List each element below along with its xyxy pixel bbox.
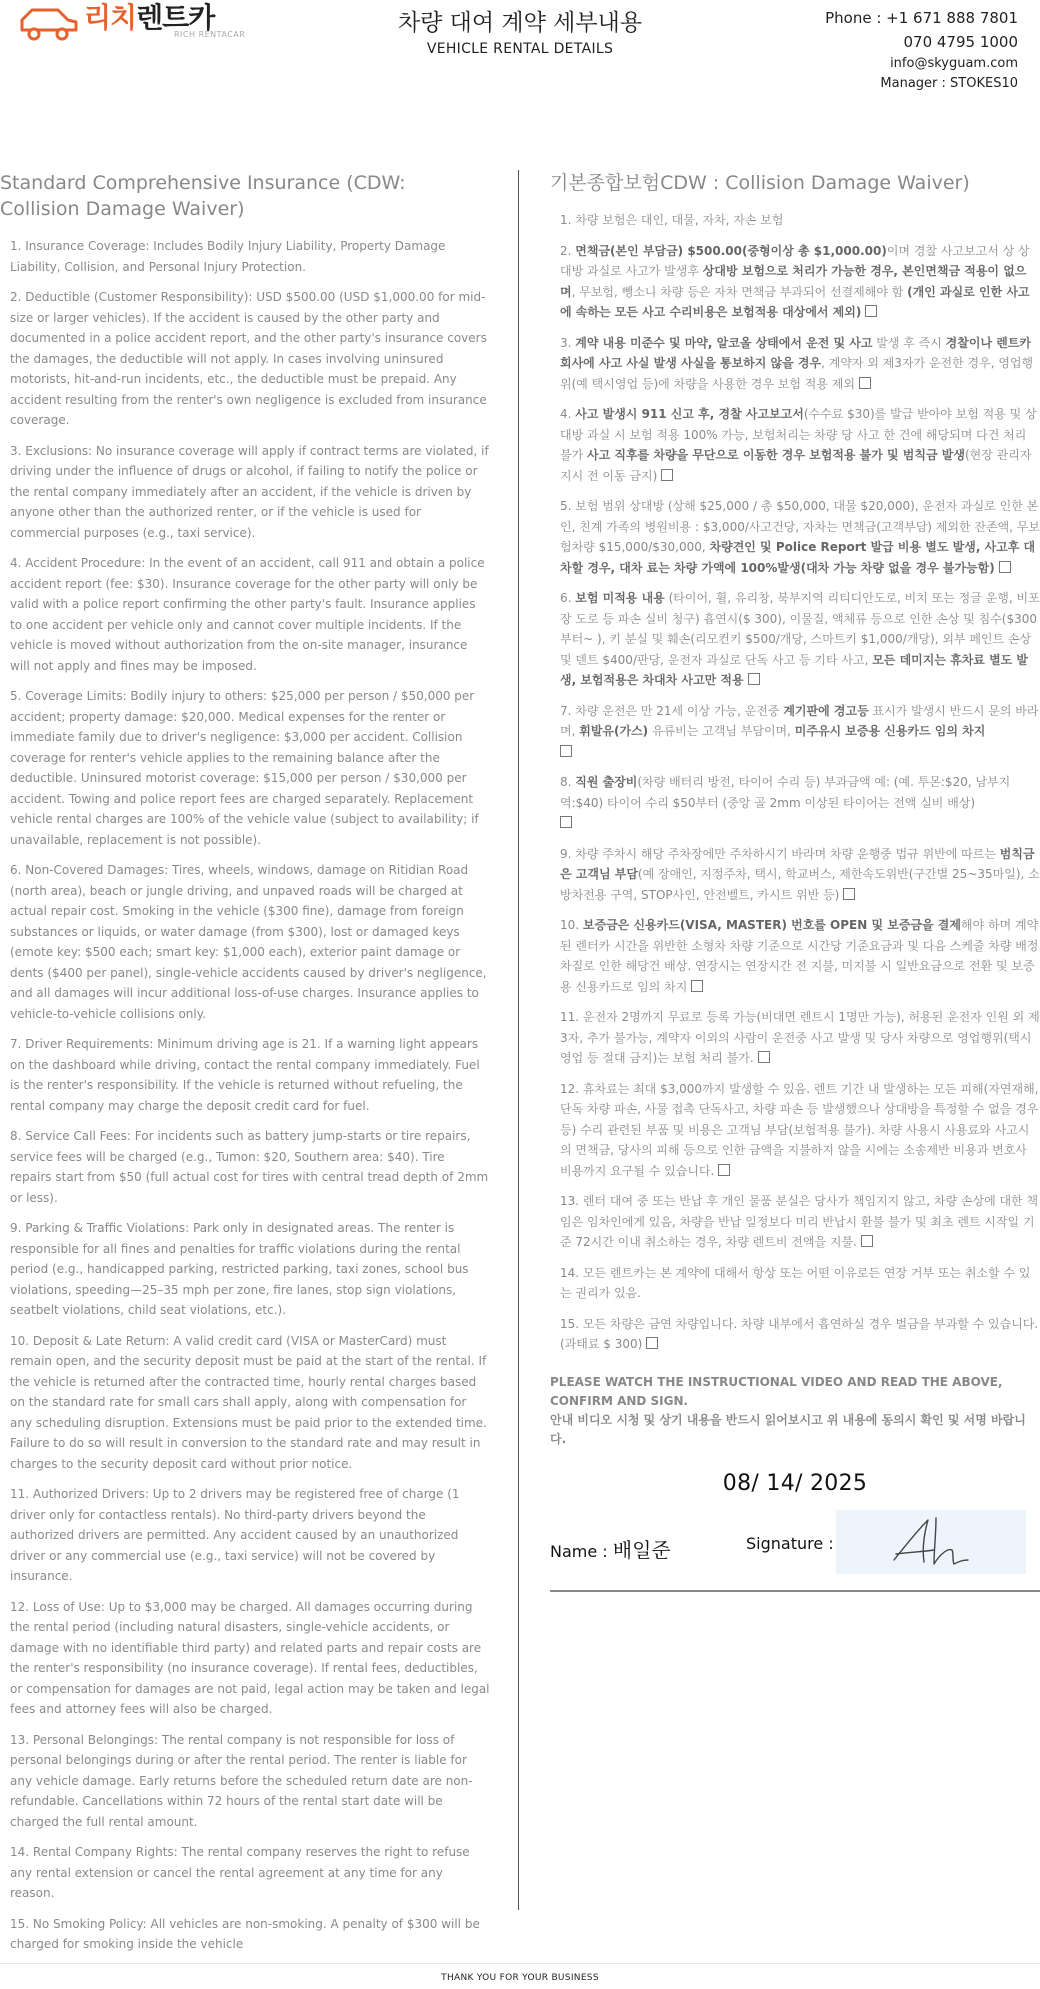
- agree-checkbox-7[interactable]: [560, 745, 572, 757]
- footer-divider: [0, 1963, 1040, 1964]
- name-value: 배일준: [612, 1537, 671, 1562]
- agree-checkbox-8[interactable]: [560, 816, 572, 828]
- ko-term-item-4: 4. 사고 발생시 911 신고 후, 경찰 사고보고서(수수료 $30)를 발급 받아야 보험 적용 및 상대방 과실 시 보험 적용 100% 가능, 보험처리는 차량 당 사고 한 건에 해당되며 다건 처리 불가 사고 직후를 차량을 무단으로 이동한 경우 보험적용 불가 및 범칙금 발생(현장 관리자 지시 전 이동 금지): [560, 407, 1037, 483]
- agree-checkbox-2[interactable]: [865, 305, 877, 317]
- ko-term-item-15: 15. 모든 차량은 금연 차량입니다. 차량 내부에서 흡연하실 경우 벌금을 부과할 수 있습니다. (과태료 $ 300): [560, 1316, 1039, 1351]
- agree-checkbox-3[interactable]: [859, 377, 871, 389]
- korean-section-title: 기본종합보험CDW : Collision Damage Waiver): [550, 172, 970, 194]
- email-address: info@skyguam.com: [890, 56, 1018, 71]
- term-item-5: 5. Coverage Limits: Bodily injury to others: $25,000 per person / $50,000 per accident; property damage: $20,000. Medical expenses for the renter or immediate family due to driver's negligence: $3,000 per accident. Collision coverage for renter's vehicle applies to the remaining balance after the deductible. Uninsured motorist coverage: $15,000 per person / $30,000 per accident. Towing and police report fees are charged separately. Replacement vehicle rental charges are 100% of the vehicle value (subject to availability; if unavailable, replacement is not possible).: [10, 689, 479, 847]
- term-item-2: 2. Deductible (Customer Responsibility): USD $500.00 (USD $1,000.00 for mid-size or larger vehicles). If the accident is caused by the other party and documented in a police accident report, and the other party's insurance covers the damages, the deductible will not apply. In cases involving uninsured motorists, hit-and-run incidents, etc., the deductible must be prepaid. Any accident resulting from the renter's own negligence is excluded from insurance coverage.: [10, 290, 487, 427]
- renter-name: [550, 1534, 671, 1563]
- agree-checkbox-10[interactable]: [691, 980, 703, 992]
- page-title-english: VEHICLE RENTAL DETAILS: [426, 41, 614, 57]
- ko-term-item-2: 2. 면책금(본인 부담금) $500.00(중형이상 총 $1,000.00)이며 경찰 사고보고서 상 상대방 과실로 사고가 발생후 상대방 보험으로 처리가 가능한 경우, 본인면책금 적용이 없으며, 무보험, 뺑소니 차량 등은 자차 면책금 부과되어 선결제해야 함 (개인 과실로 인한 사고에 속하는 모든 사고 수리비용은 보험적용 대상에서 제외): [560, 243, 1030, 319]
- ko-term-item-11: 11. 운전자 2명까지 무료로 등록 가능(비대면 렌트시 1명만 가능), 허용된 운전자 인원 외 제3자, 추가 불가능, 계약자 이외의 사람이 운전중 사고 발생 및 당사 차량으로 영업행위(택시영업 등 절대 금지)는 보험 처리 불가.: [560, 1010, 1040, 1065]
- watch-instruction-english: PLEASE WATCH THE INSTRUCTIONAL VIDEO AND READ THE ABOVE, CONFIRM AND SIGN.: [550, 1374, 1003, 1408]
- agree-checkbox-12[interactable]: [718, 1164, 730, 1176]
- header: [0, 0, 1040, 120]
- ko-term-item-5: 5. 보험 범위 상대방 (상해 $25,000 / 총 $50,000, 대물 $20,000), 운전자 과실로 인한 본인, 친계 가족의 병원비용 : $3,000/사고건당, 자차는 면책금(고객부담) 제외한 잔존액, 무보험차량 $15,000/$30,000, 차량견인 및 Police Report 발급 비용 별도 발생, 사고후 대차할 경우, 대차 료는 차량 가액에 100%발생(대차 가능 차량 없을 경우 불가능함): [560, 499, 1040, 575]
- manager-name: Manager : STOKES10: [880, 76, 1018, 91]
- name-label: Name :: [550, 1541, 613, 1561]
- term-item-7: 7. Driver Requirements: Minimum driving age is 21. If a warning light appears on the dashboard while driving, contact the rental company immediately. Fuel is the renter's responsibility. If the vehicle is returned without refueling, the rental company may charge the deposit credit card for fuel.: [10, 1037, 480, 1113]
- term-item-9: 9. Parking & Traffic Violations: Park only in designated areas. The renter is responsible for all fines and penalties for traffic violations during the rental period (e.g., handicapped parking, restricted parking, taxi zones, school bus violations, speeding—25–35 mph per zone, fire lanes, stop sign violations, seatbelt violations, child seat violations, etc.).: [10, 1221, 469, 1317]
- ko-term-item-13: 13. 렌터 대여 중 또는 반납 후 개인 물품 분실은 당사가 책임지지 않고, 차량 손상에 대한 책임은 임차인에게 있음, 차량을 반납 일정보다 미리 반납시 환불 불가 및 최초 렌트 시작일 기준 72시간 이내 취소하는 경우, 차량 렌트비 전액을 지불.: [560, 1194, 1039, 1249]
- ko-term-item-3: 3. 계약 내용 미준수 및 마약, 알코올 상태에서 운전 및 사고 발생 후 즉시 경찰이나 렌트카 회사에 사고 사실 발생 사실을 통보하지 않을 경우, 계약자 외 제3자가 운전한 경우, 영업행위(예 택시영업 등)에 차량을 사용한 경우 보험 적용 제외: [560, 335, 1034, 391]
- ko-term-item-7: 7. 차량 운전은 만 21세 이상 가능, 운전중 계기판에 경고등 표시가 발생시 반드시 문의 바라며, 휘발유(가스) 유류비는 고객님 부담이며, 미주유시 보증용 신용카드 임의 차지: [560, 701, 1040, 763]
- watch-instruction-korean: 안내 비디오 시청 및 상기 내용을 반드시 읽어보시고 위 내용에 동의시 확인 및 서명 바랍니다.: [550, 1412, 1026, 1446]
- ko-term-item-6: 6. 보험 미적용 내용 (타이어, 휠, 유리창, 북부지역 리티디안도로, 비치 또는 정글 운행, 비포장 도로 등 파손 실비 청구) 흡연시($ 300), 이물질, 액체류 등으로 인한 손상 및 침수($300부터~ ), 키 분실 및 훼손(리모컨키 $500/개당, 스마트키 $1,000/개당), 외부 페인트 손상 및 덴트 $400/판당, 운전자 과실로 단독 사고 등 기타 사고, 모든 데미지는 휴차료 별도 발생, 보험적용은 차대차 사고만 적용: [560, 591, 1040, 687]
- english-terms-column: [0, 170, 490, 1965]
- term-item-11: 11. Authorized Drivers: Up to 2 drivers may be registered free of charge (1 driver only for contactless rentals). No third-party drivers beyond the authorized drivers are permitted. Any accident caused by an unauthorized driver or any commercial use (e.g., taxi service) will not be covered by insurance.: [10, 1487, 460, 1583]
- agree-checkbox-5[interactable]: [999, 561, 1011, 573]
- watch-instruction: [550, 1373, 1040, 1449]
- agree-checkbox-15[interactable]: [646, 1337, 658, 1349]
- term-item-8: 8. Service Call Fees: For incidents such as battery jump-starts or tire repairs, service fees will be charged (e.g., Tumon: $20, Southern area: $40). Tire repairs start from $50 (full actual cost for tires with central tread depth of 2mm or less).: [10, 1129, 489, 1205]
- korean-terms-column: [550, 170, 1040, 1592]
- term-item-13: 13. Personal Belongings: The rental company is not responsible for loss of personal belongings during or after the rental period. The renter is liable for any vehicle damage. Early returns before the scheduled return date are non-refundable. Cancellations within 72 hours of the rental start date will be charged the full rental amount.: [10, 1732, 473, 1829]
- term-item-10: 10. Deposit & Late Return: A valid credit card (VISA or MasterCard) must remain open, and the security deposit must be paid at the start of the rental. If the vehicle is returned after the contracted time, hourly rental charges based on the standard rate for small cars shall apply, along with compensation for any scheduling disruption. Extensions must be paid prior to the extended time. Failure to do so will result in conversion to the standard rate and may result in charges to the security deposit card without prior notice.: [10, 1333, 487, 1471]
- term-item-6: 6. Non-Covered Damages: Tires, wheels, windows, damage on Ritidian Road (north area), beach or jungle driving, and unpaved roads will be charged at actual repair cost. Smoking in the vehicle ($300 fine), damage from foreign substances or liquids, or water damage (from $300), lost or damaged keys (emote key: $500 each; smart key: $1,000 each), exterior paint damage or dents ($400 per panel), single-vehicle accidents caused by driver's negligence, and all damages will incur additional loss-of-use charges. Insurance applies to vehicle-to-vehicle collisions only.: [10, 863, 487, 1021]
- ko-term-item-14: 14. 모든 렌트카는 본 계약에 대해서 항상 또는 어떤 이유로든 연장 거부 또는 취소할 수 있는 권리가 있음.: [560, 1265, 1031, 1300]
- ko-term-item-9: 9. 차량 주차시 해당 주차장에만 주차하시기 바라며 차량 운행중 법규 위반에 따르는 범칙금은 고객님 부담(예 장애인, 지정주차, 택시, 학교버스, 제한속도위반(구간별 25~35마일), 소방차전용 구역, STOP사인, 안전벨트, 카시트 위반 등): [560, 846, 1040, 902]
- term-item-14: 14. Rental Company Rights: The rental company reserves the right to refuse any rental extension or cancel the rental agreement at any time for any reason.: [10, 1845, 470, 1900]
- term-item-3: 3. Exclusions: No insurance coverage will apply if contract terms are violated, if driving under the influence of drugs or alcohol, if failing to notify the police or the rental company immediately after an accident, if the vehicle is driven by anyone other than the authorized renter, or if the vehicle is used for commercial purposes (e.g., taxi service).: [10, 443, 489, 540]
- footer-thanks: THANK YOU FOR YOUR BUSINESS: [441, 1973, 599, 1983]
- handwritten-signature-icon: [836, 1510, 1026, 1574]
- logo-english-text: RICH RENTACAR: [174, 30, 246, 39]
- english-section-title: Standard Comprehensive Insurance (CDW: Collision Damage Waiver): [0, 172, 406, 220]
- agree-checkbox-6[interactable]: [748, 673, 760, 685]
- term-item-4: 4. Accident Procedure: In the event of an accident, call 911 and obtain a police accident report (fee: $30). Insurance coverage for the other party will only be valid with a police report confirming the other party's fault. Insurance applies to one accident per vehicle only and cannot cover multiple incidents. If the vehicle is moved without authorization from the on-site manager, insurance will not apply and fines may be imposed.: [10, 556, 485, 673]
- phone-number-secondary: 070 4795 1000: [903, 33, 1018, 51]
- agree-checkbox-4[interactable]: [661, 469, 673, 481]
- contact-info: [825, 6, 1018, 94]
- term-item-1: 1. Insurance Coverage: Includes Bodily Injury Liability, Property Damage Liability, Collision, and Personal Injury Protection.: [10, 239, 446, 274]
- agree-checkbox-11[interactable]: [758, 1051, 770, 1063]
- ko-term-item-1: 1. 차량 보험은 대인, 대물, 자차, 자손 보험: [560, 213, 784, 227]
- term-item-12: 12. Loss of Use: Up to $3,000 may be charged. All damages occurring during the rental period (including natural disasters, single-vehicle accidents, or damage with no identifiable third party) and related parts and repair costs are the renter's responsibility (no insurance coverage). If rental fees, deductibles, or compensation for damages are not paid, legal action may be taken and legal fees and attorney fees will also be charged.: [10, 1599, 490, 1716]
- page-title-korean: 차량 대여 계약 세부내용: [397, 10, 643, 36]
- ko-term-item-12: 12. 휴차료는 최대 $3,000까지 발생할 수 있음. 렌트 기간 내 발생하는 모든 피해(자연재해, 단독 차량 파손, 사물 접촉 단독사고, 차량 파손 등 발생했으나 상대방을 특정할 수 없을 경우 등) 수리 관련된 부품 및 비용은 고객님 부담(보험적용 불가). 차량 사용시 사용료와 사고시의 면책금, 당사의 피해 등으로 인한 금액을 지불하지 않을 시에는 소송제반 비용과 변호사 비용까지 요구될 수 있습니다.: [560, 1081, 1039, 1178]
- logo-korean-text: 리치렌트카: [84, 1, 215, 34]
- column-divider: [518, 170, 519, 1910]
- agree-checkbox-13[interactable]: [861, 1235, 873, 1247]
- ko-term-item-8: 8. 직원 출장비(차량 배터리 방전, 타이어 수리 등) 부과금액 예: (예. 투몬:$20, 남부지역:$40) 타이어 수리 $50부터 (중앙 골 2mm 이상된 타이어는 전액 실비 배상): [560, 772, 1040, 834]
- phone-number: Phone : +1 671 888 7801: [825, 9, 1018, 27]
- contract-date: 08/ 14/ 2025: [722, 1470, 868, 1496]
- signature-row: [550, 1510, 1040, 1592]
- term-item-15: 15. No Smoking Policy: All vehicles are non-smoking. A penalty of $300 will be charged for smoking inside the vehicle: [10, 1916, 480, 1951]
- ko-term-item-10: 10. 보증금은 신용카드(VISA, MASTER) 번호를 OPEN 및 보증금을 결제해야 하며 계약된 렌터카 시간을 위반한 소형차 차량 기준으로 시간당 기준요금과 및 다음 스케줄 차량 배정차질로 인한 해당건 배상. 연장시는 연장시간 전 지불, 미지불 시 일반요금으로 전환 및 보증용 신용카드로 임의 차지: [560, 918, 1039, 994]
- agree-checkbox-9[interactable]: [843, 888, 855, 900]
- signature-label: Signature :: [746, 1533, 834, 1553]
- signature-field[interactable]: [836, 1510, 1026, 1574]
